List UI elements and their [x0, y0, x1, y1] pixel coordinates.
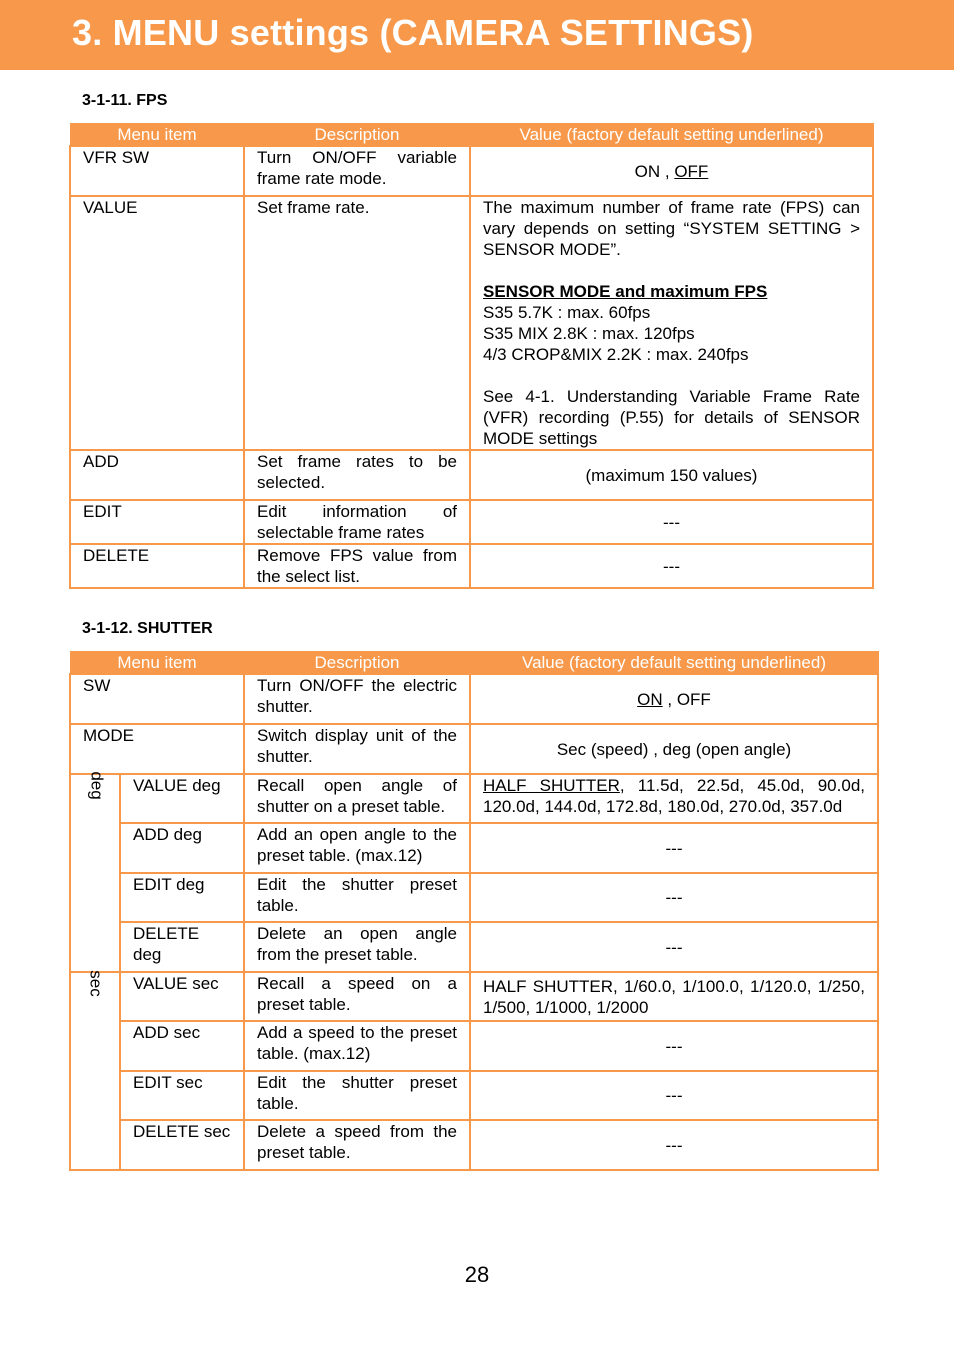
- value-line: S35 5.7K : max. 60fps: [483, 303, 651, 322]
- header-description: Description: [244, 652, 470, 675]
- table-row: [70, 500, 873, 544]
- table-row: [70, 774, 878, 823]
- value-text: , OFF: [662, 689, 711, 709]
- header-value: Value (factory default setting underlined): [470, 652, 878, 675]
- table-row: [70, 823, 878, 873]
- description-cell: Set frame rates to be selected.: [244, 450, 470, 500]
- value-cell: (maximum 150 values): [470, 450, 873, 500]
- menu-item-cell: EDIT deg: [120, 873, 244, 922]
- description-cell: Remove FPS value from the select list.: [244, 544, 470, 588]
- value-text: ON ,: [634, 161, 675, 181]
- value-cell: ---: [470, 544, 873, 588]
- page-number: 28: [464, 1262, 490, 1287]
- menu-item-cell: ADD sec: [120, 1021, 244, 1071]
- menu-item-cell: EDIT: [70, 500, 244, 544]
- menu-item-cell: VALUE deg: [120, 774, 244, 823]
- menu-item-cell: DELETE: [70, 544, 244, 588]
- value-cell: ---: [470, 823, 878, 873]
- value-cell: [470, 146, 873, 196]
- page-title: 3. MENU settings (CAMERA SETTINGS): [72, 12, 754, 53]
- header-description: Description: [244, 124, 470, 147]
- description-cell: Delete a speed from the preset table.: [244, 1120, 470, 1170]
- value-cell: ---: [470, 500, 873, 544]
- value-line: 4/3 CROP&MIX 2.2K : max. 240fps: [483, 345, 749, 364]
- table-row: [70, 146, 873, 196]
- title-banner: [0, 0, 954, 70]
- default-value: OFF: [674, 161, 709, 181]
- description-cell: Add an open angle to the preset table. (max.12): [244, 823, 470, 873]
- description-cell: Turn ON/OFF the electric shutter.: [244, 674, 470, 724]
- menu-item-cell: ADD: [70, 450, 244, 500]
- menu-item-cell: MODE: [70, 724, 244, 774]
- value-cell: [470, 674, 878, 724]
- value-cell: ---: [470, 1021, 878, 1071]
- description-cell: Delete an open angle from the preset table.: [244, 922, 470, 972]
- value-cell: ---: [470, 1120, 878, 1170]
- value-cell: ---: [470, 922, 878, 972]
- table-row: [70, 674, 878, 724]
- header-menu-item: Menu item: [70, 652, 244, 675]
- default-value: HALF SHUTTER: [483, 776, 620, 795]
- table-row: [70, 1071, 878, 1120]
- table-row: [70, 972, 878, 1021]
- menu-item-cell: EDIT sec: [120, 1071, 244, 1120]
- menu-item-cell: VALUE sec: [120, 972, 244, 1021]
- description-cell: Add a speed to the preset table. (max.12): [244, 1021, 470, 1071]
- description-cell: Set frame rate.: [244, 196, 470, 450]
- description-cell: Edit the shutter preset table.: [244, 873, 470, 922]
- table-row: [70, 544, 873, 588]
- shutter-table: [69, 651, 879, 1171]
- table-row: [70, 873, 878, 922]
- menu-item-cell: DELETE deg: [120, 922, 244, 972]
- value-heading: SENSOR MODE and maximum FPS: [483, 282, 768, 301]
- table-header-row: [70, 652, 878, 675]
- description-cell: Turn ON/OFF variable frame rate mode.: [244, 146, 470, 196]
- table-header-row: [70, 124, 873, 147]
- value-intro: The maximum number of frame rate (FPS) can vary depends on setting “SYSTEM SETTING > SENSOR MODE”.: [483, 198, 860, 259]
- table-row: [70, 450, 873, 500]
- header-value: Value (factory default setting underlined): [470, 124, 873, 147]
- value-cell: [470, 774, 878, 823]
- value-cell: [470, 196, 873, 450]
- header-menu-item: Menu item: [70, 124, 244, 147]
- fps-table: [69, 123, 874, 589]
- value-note: See 4-1. Understanding Variable Frame Rate (VFR) recording (P.55) for details of SENSOR MODE settings: [483, 387, 860, 448]
- description-cell: Recall a speed on a preset table.: [244, 972, 470, 1021]
- value-cell: Sec (speed) , deg (open angle): [470, 724, 878, 774]
- deg-group-label: [70, 771, 120, 972]
- menu-item-cell: DELETE sec: [120, 1120, 244, 1170]
- menu-item-cell: ADD deg: [120, 823, 244, 873]
- menu-item-cell: VFR SW: [70, 146, 244, 196]
- table-row: [70, 196, 873, 450]
- menu-item-cell: VALUE: [70, 196, 244, 450]
- shutter-section-title: 3-1-12. SHUTTER: [82, 620, 213, 637]
- deg-group-text: deg: [87, 771, 107, 800]
- description-cell: Recall open angle of shutter on a preset table.: [244, 774, 470, 823]
- sec-group-label: [70, 972, 120, 1170]
- description-cell: Switch display unit of the shutter.: [244, 724, 470, 774]
- value-text: , 11.5d, 22.5d, 45.0d, 90.0d, 120.0d, 144.0d, 172.8d, 180.0d, 270.0d, 357.0d: [483, 776, 865, 816]
- table-row: [70, 1021, 878, 1071]
- menu-item-cell: SW: [70, 674, 244, 724]
- value-cell: ---: [470, 1071, 878, 1120]
- value-cell: HALF SHUTTER, 1/60.0, 1/100.0, 1/120.0, 1/250, 1/500, 1/1000, 1/2000: [470, 972, 878, 1021]
- default-value: ON: [637, 689, 663, 709]
- description-cell: Edit the shutter preset table.: [244, 1071, 470, 1120]
- description-cell: Edit information of selectable frame rates: [244, 500, 470, 544]
- sec-group-text: sec: [86, 970, 106, 997]
- table-row: [70, 724, 878, 774]
- value-cell: ---: [470, 873, 878, 922]
- table-row: [70, 922, 878, 972]
- fps-section-title: 3-1-11. FPS: [82, 92, 168, 109]
- value-line: S35 MIX 2.8K : max. 120fps: [483, 324, 695, 343]
- table-row: [70, 1120, 878, 1170]
